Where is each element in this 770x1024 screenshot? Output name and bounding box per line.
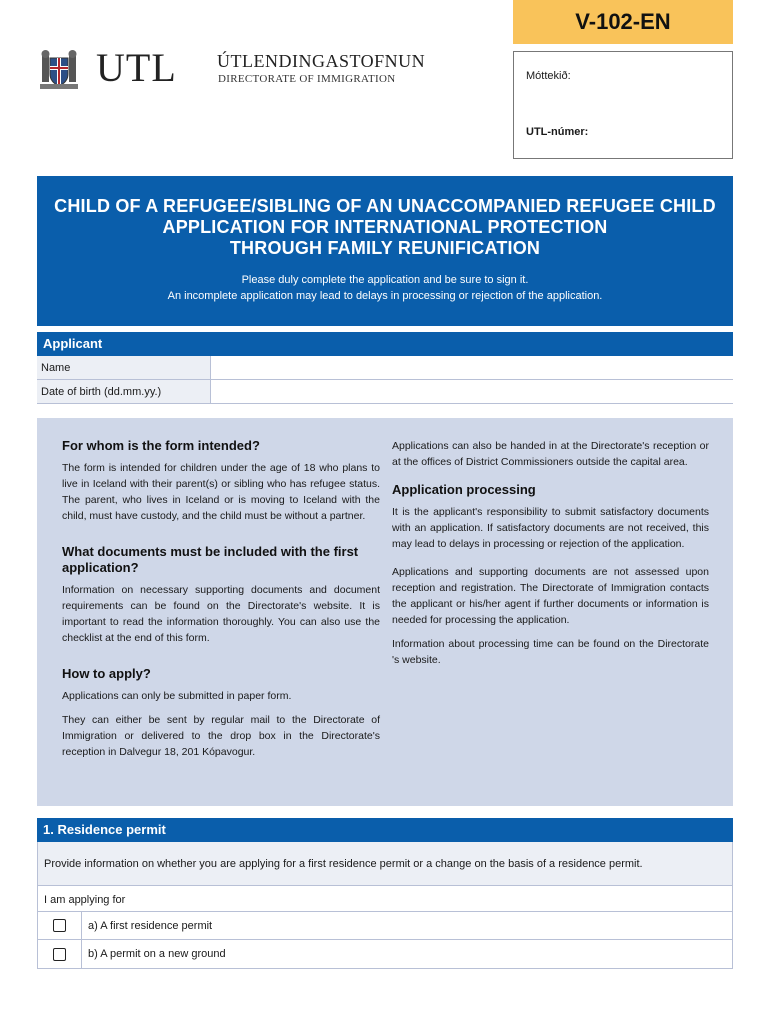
form-title (37, 176, 733, 259)
residence-permit-description: Provide information on whether you are applying for a first residence permit or a change on the basis of a residence permit. (38, 842, 732, 886)
text-processing-assessment: Applications and supporting documents are not assessed upon reception and registration. The Directorate of Immigration contacts the applicant or his/her agent if further documents or information is needed for processing the application. (392, 566, 709, 626)
name-field[interactable] (211, 356, 733, 379)
text-apply-mail: They can either be sent by regular mail to the Directorate of Immigration or delivered to the drop box in the Directorate's reception in Dalvegur 18, 201 Kópavogur. (62, 714, 380, 758)
text-processing-time: Information about processing time can be found on the Directorate 's website. (392, 638, 709, 666)
dob-label: Date of birth (dd.mm.yy.) (37, 380, 211, 403)
option-first-permit (38, 912, 732, 940)
info-panel (37, 418, 733, 806)
heading-documents: What documents must be included with the first application? (62, 544, 359, 575)
utl-number-label: UTL-númer: (526, 126, 589, 138)
form-code-badge: V-102-EN (513, 0, 733, 44)
name-label: Name (37, 356, 211, 379)
new-ground-checkbox[interactable] (53, 948, 66, 961)
new-ground-label: b) A permit on a new ground (88, 948, 226, 960)
instructions (37, 272, 733, 304)
info-right-column (392, 438, 709, 676)
text-processing-responsibility: It is the applicant's responsibility to submit satisfactory documents with an application. If satisfactory documents are not received, this may lead to delays in processing or rejection of the application. (392, 506, 709, 550)
applicant-name-row (37, 356, 733, 380)
residence-permit-section (37, 842, 733, 969)
form-title-line-2: APPLICATION FOR INTERNATIONAL PROTECTION (162, 217, 608, 237)
applicant-heading: Applicant (37, 332, 733, 356)
title-banner (37, 176, 733, 326)
heading-intended: For whom is the form intended? (62, 438, 260, 453)
residence-permit-heading: 1. Residence permit (37, 818, 733, 842)
agency-subtitle: DIRECTORATE OF IMMIGRATION (218, 73, 396, 85)
reception-stamp-box (513, 51, 733, 159)
form-title-line-3: THROUGH FAMILY REUNIFICATION (229, 238, 541, 258)
info-left-column (62, 438, 380, 768)
dob-field[interactable] (211, 380, 733, 403)
reception-label: Móttekið: (526, 70, 571, 82)
applying-for-label: I am applying for (38, 886, 732, 912)
option-new-ground (38, 940, 732, 968)
instruction-incomplete: An incomplete application may lead to delays in processing or rejection of the application. (167, 290, 603, 302)
text-intended: The form is intended for children under the age of 18 who plans to live in Iceland with their parent(s) or sibling who has refugee status. The parent, who lives in Iceland or is moving to Iceland with the child, must have custody, and the child must be without a partner. (62, 462, 380, 522)
applicant-dob-row (37, 380, 733, 404)
heading-processing: Application processing (392, 482, 536, 497)
applicant-table (37, 356, 733, 404)
instruction-sign: Please duly complete the application and be sure to sign it. (241, 274, 529, 286)
first-permit-label: a) A first residence permit (88, 920, 213, 932)
form-title-line-1: CHILD OF A REFUGEE/SIBLING OF AN UNACCOMPANIED REFUGEE CHILD (54, 196, 716, 216)
text-documents: Information on necessary supporting documents and document requirements can be found on the Directorate's website. It is important to read the information thoroughly. You can also use the checklist at the end of this form. (62, 584, 380, 644)
first-permit-checkbox[interactable] (53, 919, 66, 932)
agency-name: ÚTLENDINGASTOFNUN (217, 51, 426, 71)
text-apply-paper: Applications can only be submitted in paper form. (62, 690, 292, 702)
text-handed-in: Applications can also be handed in at the Directorate's reception or at the offices of District Commissioners outside the capital area. (392, 440, 709, 468)
heading-how-to-apply: How to apply? (62, 666, 151, 681)
coat-of-arms-icon (36, 46, 82, 92)
utl-logo: UTL (96, 45, 177, 90)
